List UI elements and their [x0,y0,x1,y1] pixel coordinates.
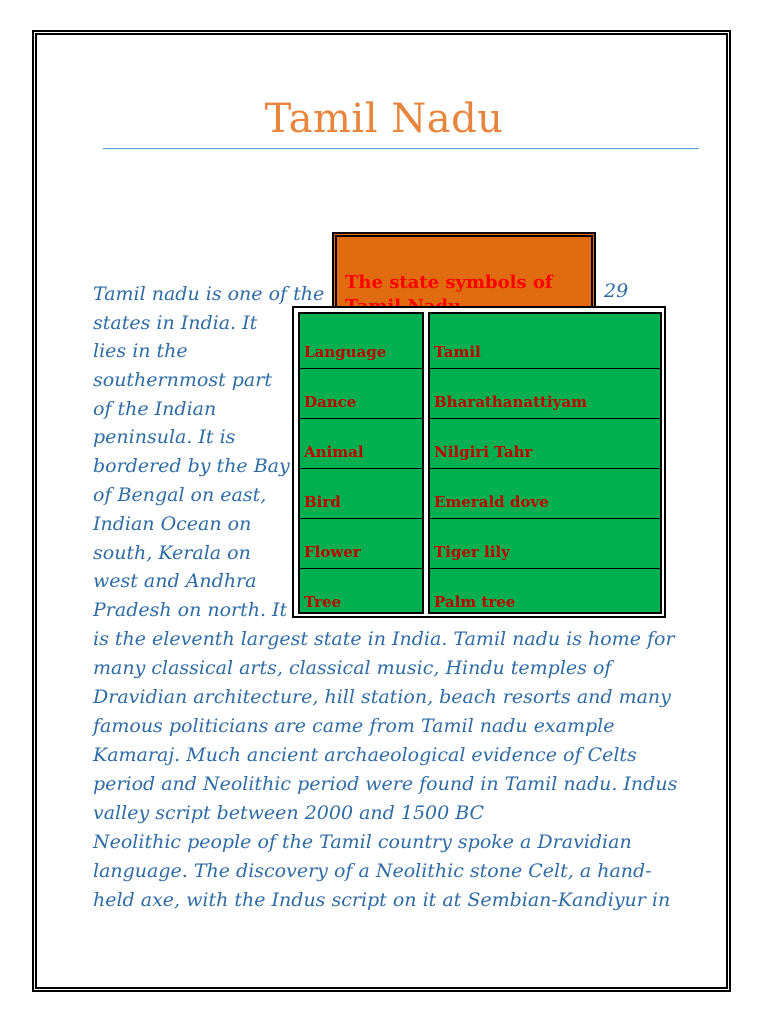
row-divider [300,468,422,469]
symbol-value-cell: Tamil [434,343,481,361]
symbol-name-cell: Animal [304,443,364,461]
paragraph-line: famous politicians are came from Tamil nadu example [93,715,615,737]
paragraph-line: west and Andhra [93,570,257,592]
row-divider [300,368,422,369]
symbol-name-cell: Tree [304,593,342,611]
paragraph-line: states in India. It [93,312,258,334]
paragraph-line: bordered by the Bay [93,455,290,477]
symbol-value-cell: Palm tree [434,593,516,611]
symbol-name-cell: Flower [304,543,361,561]
title-underline [103,148,699,149]
row-divider [430,418,660,419]
paragraph-line: held axe, with the Indus script on it at Sembian-Kandiyur in [93,889,671,911]
symbol-value-cell: Bharathanattiyam [434,393,587,411]
symbol-name-cell: Language [304,343,387,361]
paragraph-line: is the eleventh largest state in India. Tamil nadu is home for [93,628,675,650]
paragraph-line: valley script between 2000 and 1500 BC [93,802,485,824]
paragraph-line: Tamil nadu is one of the [93,283,325,305]
symbol-name-cell: Dance [304,393,357,411]
paragraph-line: of the Indian [93,398,217,420]
paragraph-line: peninsula. It is [93,426,236,448]
row-divider [430,568,660,569]
symbol-value-cell: Emerald dove [434,493,549,511]
paragraph-line: period and Neolithic period were found in Tamil nadu. Indus [93,773,678,795]
row-divider [300,518,422,519]
paragraph-line: Kamaraj. Much ancient archaeological evidence of Celts [93,744,637,766]
row-divider [300,568,422,569]
paragraph-line: southernmost part [93,369,272,391]
state-symbols-caption: The state symbols of [345,272,553,293]
row-divider [300,418,422,419]
paragraph-line: of Bengal on east, [93,484,267,506]
symbol-name-cell: Bird [304,493,341,511]
paragraph-line: Neolithic people of the Tamil country spoke a Dravidian [93,831,632,853]
symbol-value-cell: Tiger lily [434,543,510,561]
page-number: 29 [604,280,629,302]
paragraph-line: lies in the [93,340,188,362]
symbol-value-cell: Nilgiri Tahr [434,443,533,461]
paragraph-line: many classical arts, classical music, Hindu temples of [93,657,612,679]
paragraph-line: Indian Ocean on [93,513,252,535]
paragraph-line: Dravidian architecture, hill station, beach resorts and many [93,686,671,708]
row-divider [430,368,660,369]
row-divider [430,468,660,469]
paragraph-line: Pradesh on north. It [93,599,288,621]
paragraph-line: south, Kerala on [93,542,251,564]
page-title: Tamil Nadu [264,96,504,142]
row-divider [430,518,660,519]
paragraph-line: language. The discovery of a Neolithic stone Celt, a hand- [93,860,652,882]
state-symbols-table [292,306,666,618]
